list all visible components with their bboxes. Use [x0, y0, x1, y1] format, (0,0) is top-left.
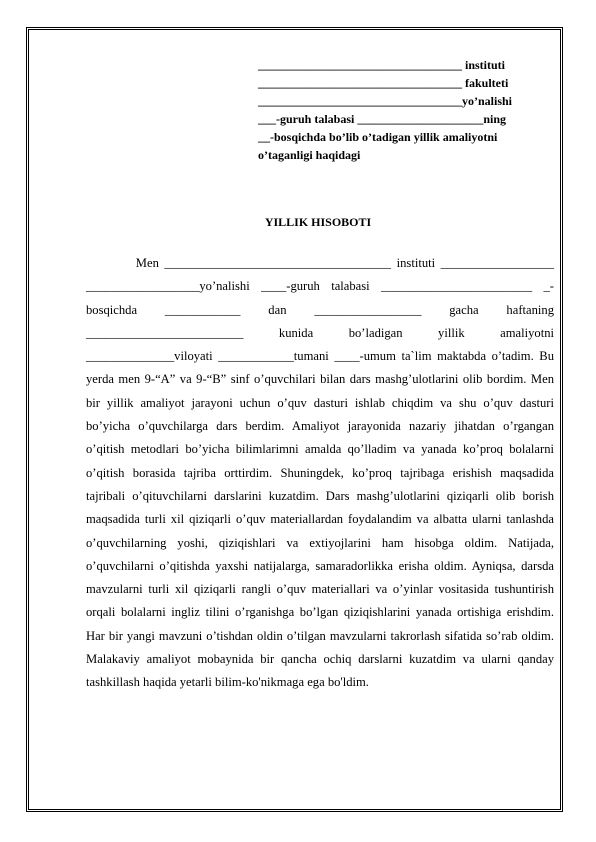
report-title-wrap	[0, 215, 596, 230]
header-block	[258, 56, 548, 164]
header-about-line: o’taganligi haqidagi	[258, 148, 361, 162]
report-body	[86, 252, 554, 695]
header-course-line: __-bosqichda bo’lib o’tadigan yillik amaliyotni	[258, 130, 498, 144]
header-direction-line: __________________________________yo’nalishi	[258, 94, 513, 108]
header-faculty-line: __________________________________ fakulteti	[258, 76, 509, 90]
report-paragraph: Men ____________________________________ instituti __________________ __________________yo’nalishi ____-guruh talabasi ________________________ _-bosqichda ____________ dan _________________ gacha haftaning _________________________ kunida bo’ladigan yillik amaliyotni ______________viloyati ____________tumani ____-umum ta`lim maktabda o’tadim. Bu yerda men 9-“A” va 9-“B” sinf o’quvchilari bilan dars mashg’ulotlarini olib bordim. Men bir yillik amaliyot jarayoni uchun o’quv dasturi ishlab chiqdim va shu o’quv dasturi bo’yicha o’quvchilarga dars berdim. Amaliyot jarayonida nazariy jihatdan o’rgangan o’qitish metodlari bo’yicha bilimlarimni amalda qo’lladim va yanada ko’proq bolalarni o’qitish borasida tajriba orttirdim. Shuningdek, ko’proq tajribaga erishish maqsadida tajribali o’qituvchilarni darslarini kuzatdim. Dars mashg’ulotlarini qiziqarli olib borish maqsadida turli xil qiziqarli o’quv materiallardan foydalandim va albatta ularni tanlashda o’quvchilarning yoshi, qiziqishlari va extiyojlarini ham hisobga oldim. Natijada, o’quvchilarni o’qitishda yaxshi natijalarga, samaradorlikka erisha oldim. Ayniqsa, darsda mavzularni turli xil qiziqarli rangli o’quv materiallari va o’yinlar vositasida tushuntirish orqali bolalarni ingliz tilini o’rganishga bo’lgan qiziqishlarini yanada ortishiga erishdim. Har bir yangi mavzuni o’tishdan oldin o’tilgan mavzularni takrorlash sifatida so’rab oldim. Malakaviy amaliyot mobaynida bir qancha ochiq darslarni kuzatdim va ularni qanday tashkillash haqida yetarli bilim-ko'nikmaga ega bo'ldim.	[86, 256, 554, 690]
header-student-line: ___-guruh talabasi _____________________ning	[258, 112, 507, 126]
report-title: YILLIK HISOBOTI	[264, 215, 372, 229]
header-institute-line: __________________________________ instituti	[258, 58, 506, 72]
